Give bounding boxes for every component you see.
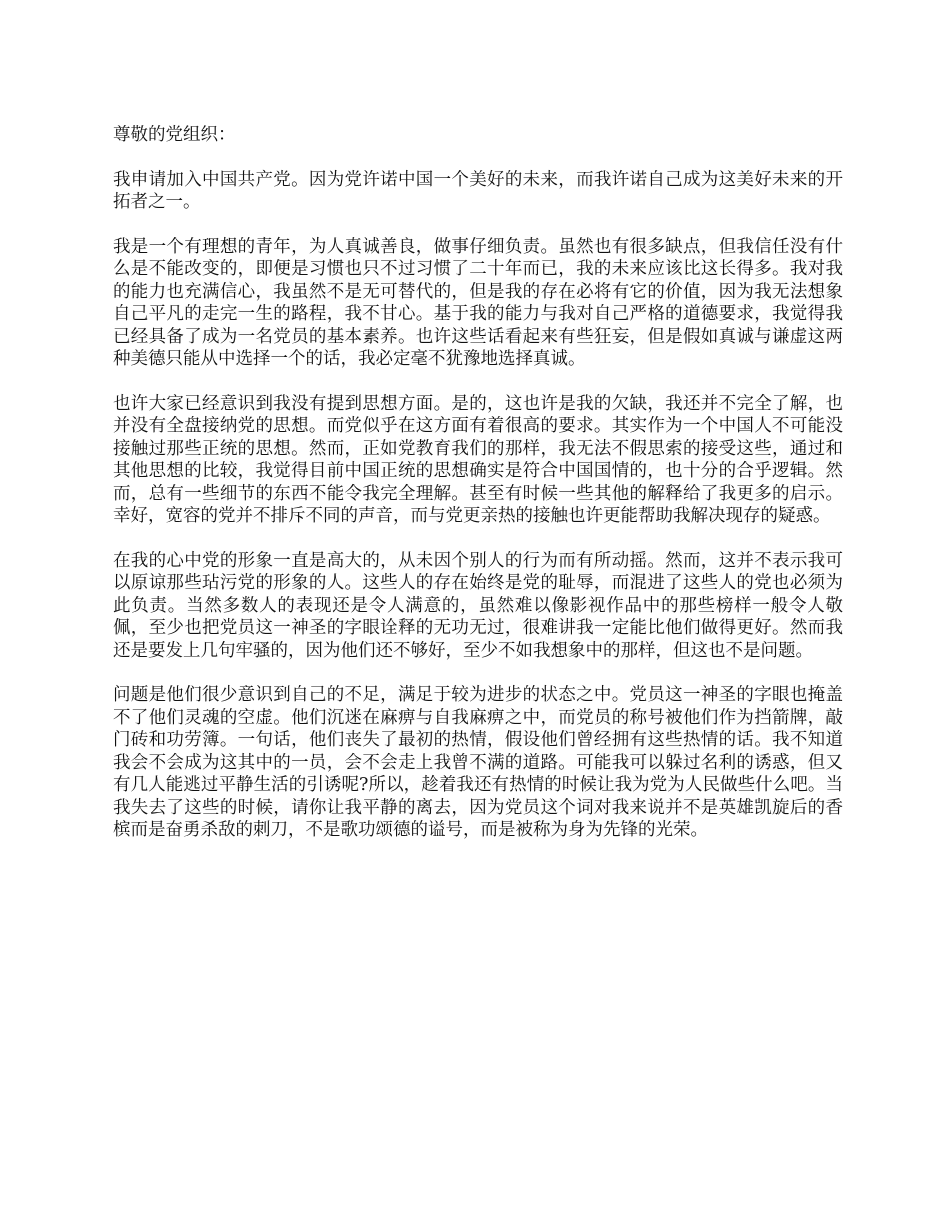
paragraph-5: 问题是他们很少意识到自己的不足，满足于较为进步的状态之中。党员这一神圣的字眼也掩盖不了他们灵魂的空虚。他们沉迷在麻痹与自我麻痹之中，而党员的称号被他们作为挡箭牌，敲门砖和功劳簿。一句话，他们丧失了最初的热情，假设他们曾经拥有这些热情的话。我不知道我会不会成为这其中的一员，会不会走上我曾不满的道路。可能我可以躲过名利的诱惑，但又有几人能逃过平静生活的引诱呢?所以，趁着我还有热情的时候让我为党为人民做些什么吧。当我失去了这些的时候，请你让我平静的离去，因为党员这个词对我来说并不是英雄凯旋后的香槟而是奋勇杀敌的刺刀，不是歌功颂德的谥号，而是被称为身为先锋的光荣。 bbox=[113, 685, 843, 840]
paragraph-2: 我是一个有理想的青年，为人真诚善良，做事仔细负责。虽然也有很多缺点，但我信任没有什么是不能改变的，即便是习惯也只不过习惯了二十年而已，我的未来应该比这长得多。我对我的能力也充满信心，我虽然不是无可替代的，但是我的存在必将有它的价值，因为我无法想象自己平凡的走完一生的路程，我不甘心。基于我的能力与我对自己严格的道德要求，我觉得我已经具备了成为一名党员的基本素养。也许这些话看起来有些狂妄，但是假如真诚与谦虚这两种美德只能从中选择一个的话，我必定毫不犹豫地选择真诚。 bbox=[113, 236, 843, 369]
paragraph-1: 我申请加入中国共产党。因为党许诺中国一个美好的未来，而我许诺自己成为这美好未来的开拓者之一。 bbox=[113, 169, 843, 212]
paragraph-3: 也许大家已经意识到我没有提到思想方面。是的，这也许是我的欠缺，我还并不完全了解，也并没有全盘接纳党的思想。而党似乎在这方面有着很高的要求。其实作为一个中国人不可能没接触过那些正统的思想。然而，正如党教育我们的那样，我无法不假思索的接受这些，通过和其他思想的比较，我觉得目前中国正统的思想确实是符合中国国情的，也十分的合乎逻辑。然而，总有一些细节的东西不能令我完全理解。甚至有时候一些其他的解释给了我更多的启示。幸好，宽容的党并不排斥不同的声音，而与党更亲热的接触也许更能帮助我解决现存的疑惑。 bbox=[113, 393, 843, 526]
salutation: 尊敬的党组织： bbox=[113, 125, 236, 145]
paragraph-4: 在我的心中党的形象一直是高大的，从未因个别人的行为而有所动摇。然而，这并不表示我可以原谅那些玷污党的形象的人。这些人的存在始终是党的耻辱，而混进了这些人的党也必须为此负责。当然多数人的表现还是令人满意的，虽然难以像影视作品中的那些榜样一般令人敬佩，至少也把党员这一神圣的字眼诠释的无功无过，很难讲我一定能比他们做得更好。然而我还是要发上几句牢骚的，因为他们还不够好，至少不如我想象中的那样，但这也不是问题。 bbox=[113, 550, 843, 661]
document-body bbox=[113, 124, 843, 864]
